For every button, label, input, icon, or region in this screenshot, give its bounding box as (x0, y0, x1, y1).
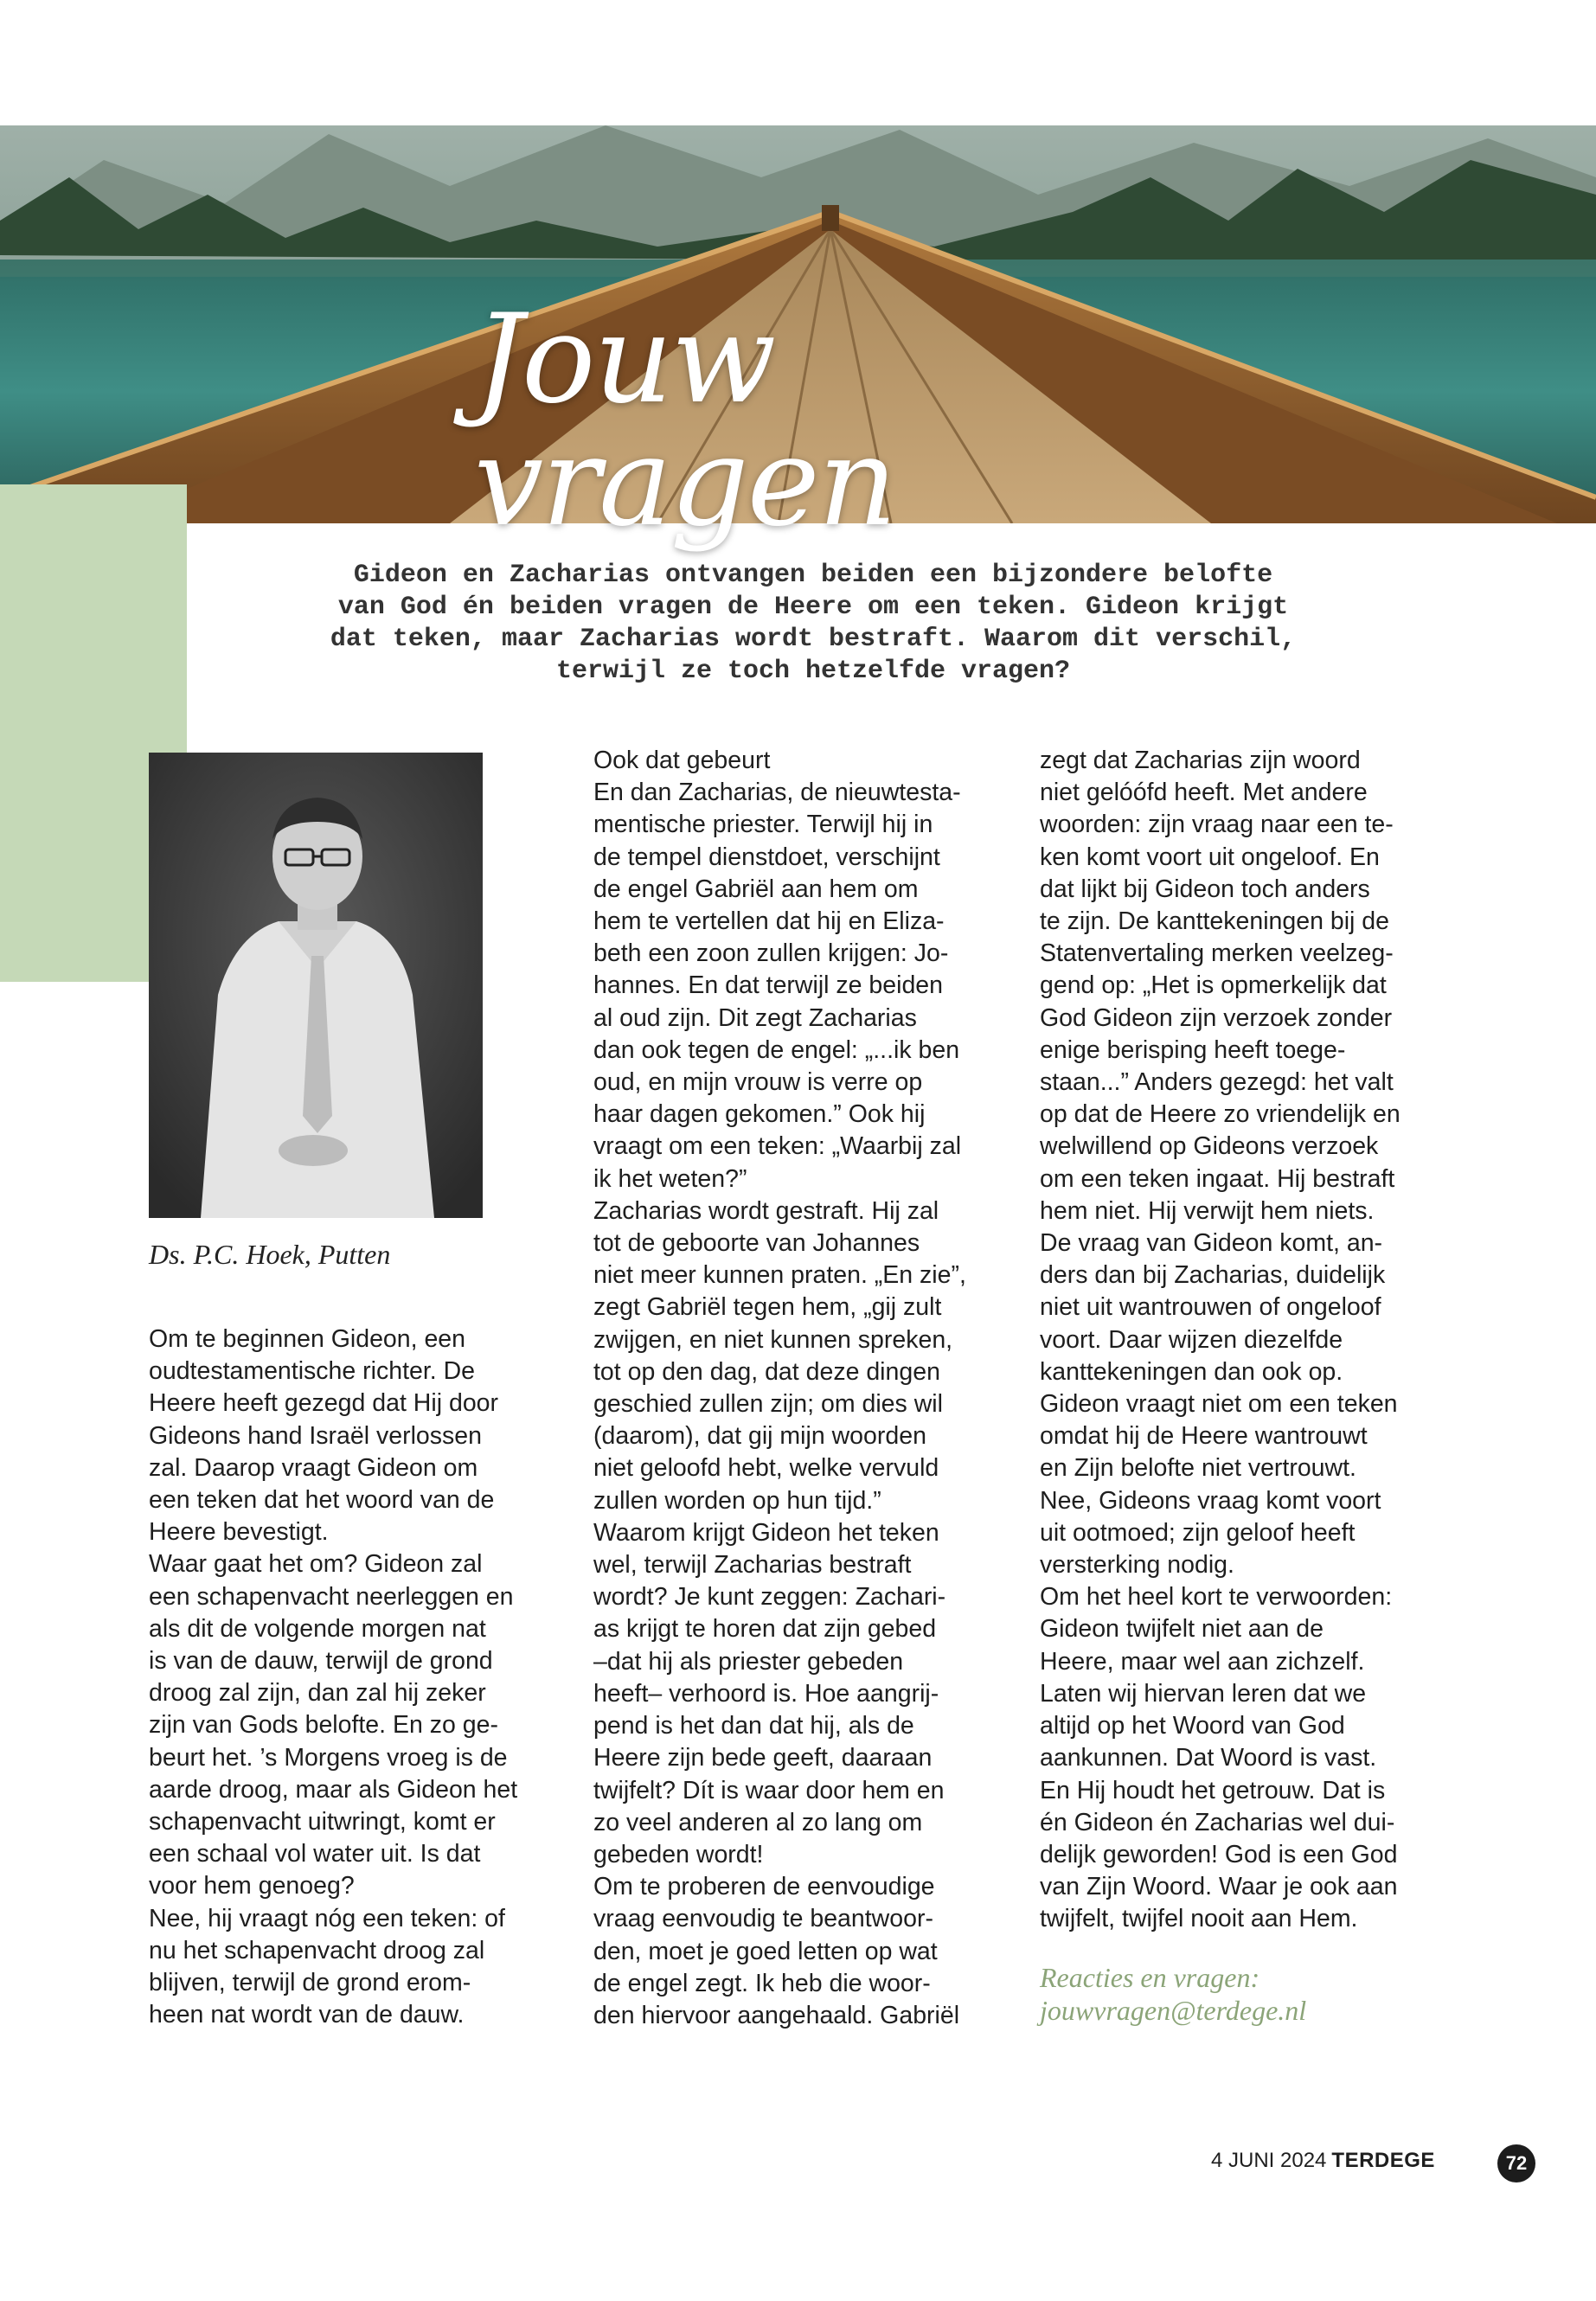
text-line: voort. Daar wijzen diezelfde (1040, 1325, 1343, 1354)
text-line: nu het schapenvacht droog zal (149, 1936, 485, 1965)
text-line: wel, terwijl Zacharias bestraft (593, 1551, 912, 1580)
text-line: dan ook tegen de engel: „...ik ben (593, 1035, 960, 1064)
text-line: ken komt voort uit ongeloof. En (1040, 843, 1380, 871)
text-line: Gideons hand Israël verlossen (149, 1421, 482, 1450)
text-line: haar dagen gekomen.” Ook hij (593, 1100, 926, 1129)
text-line: Om het heel kort te verwoorden: (1040, 1583, 1393, 1612)
text-line: hannes. En dat terwijl ze beiden (593, 971, 944, 1000)
text-line: oudtestamentische richter. De (149, 1357, 476, 1386)
text-line: gebeden wordt! (593, 1840, 764, 1868)
reactions-email-link[interactable]: jouwvragen@terdege.nl (1040, 1995, 1307, 2026)
text-line: aarde droog, maar als Gideon het (149, 1775, 518, 1804)
text-line: –dat hij als priester gebeden (593, 1647, 904, 1676)
text-line: zal. Daarop vraagt Gideon om (149, 1453, 478, 1482)
text-line: versterking nodig. (1040, 1551, 1234, 1580)
text-line: een schaal vol water uit. Is dat (149, 1840, 481, 1868)
text-line: kanttekeningen dan ook op. (1040, 1357, 1343, 1386)
text-line: heeft– verhoord is. Hoe aangrij- (593, 1679, 939, 1708)
text-line: hem te vertellen dat hij en Eliza- (593, 907, 945, 936)
text-line: een teken dat het woord van de (149, 1486, 495, 1515)
intro-text (208, 560, 1419, 688)
text-line: twijfelt, twijfel nooit aan Hem. (1040, 1905, 1358, 1933)
text-line: Om te beginnen Gideon, een (149, 1325, 466, 1353)
text-line: een schapenvacht neerleggen en (149, 1582, 514, 1611)
text-line: niet meer kunnen praten. „En zie”, (593, 1261, 966, 1290)
text-line: schapenvacht uitwringt, komt er (149, 1808, 496, 1836)
text-line: God Gideon zijn verzoek zonder (1040, 1003, 1393, 1032)
text-line: als dit de volgende morgen nat (149, 1614, 486, 1643)
text-line: den, moet je goed letten op wat (593, 1937, 938, 1965)
text-line: ders dan bij Zacharias, duidelijk (1040, 1261, 1386, 1290)
text-line: zegt Gabriël tegen hem, „gij zult (593, 1293, 942, 1322)
text-line: pend is het dan dat hij, als de (593, 1712, 914, 1740)
text-line: Heere, maar wel aan zichzelf. (1040, 1647, 1365, 1676)
text-line: En Hij houdt het getrouw. Dat is (1040, 1776, 1386, 1804)
text-line: ik het weten?” (593, 1164, 747, 1193)
text-line: de engel zegt. Ik heb die woor- (593, 1969, 931, 1997)
text-line: staan...” Anders gezegd: het valt (1040, 1068, 1394, 1097)
text-line: hem niet. Hij verwijt hem niets. (1040, 1196, 1375, 1225)
page-title: Jouw vragen (474, 288, 896, 554)
text-line: woorden: zijn vraag naar een te- (1040, 811, 1394, 839)
issue-date: 4 JUNI 2024 (1211, 2149, 1327, 2172)
text-line: Waar gaat het om? Gideon zal (149, 1550, 483, 1579)
text-line: de engel Gabriël aan hem om (593, 875, 919, 903)
text-line: Gideon vraagt niet om een teken (1040, 1390, 1398, 1419)
text-line: niet uit wantrouwen of ongeloof (1040, 1293, 1381, 1322)
text-line: beurt het. ’s Morgens vroeg is de (149, 1743, 508, 1772)
magazine-brand: TERDEGE (1331, 2149, 1435, 2172)
text-line: wordt? Je kunt zeggen: Zachari- (593, 1583, 946, 1612)
intro-line: terwijl ze toch hetzelfde vragen? (555, 657, 1071, 686)
text-line: (daarom), dat gij mijn woorden (593, 1422, 926, 1451)
text-line: delijk geworden! God is een God (1040, 1840, 1398, 1868)
text-line: vraagt om een teken: „Waarbij zal (593, 1132, 962, 1161)
text-line: zwijgen, en niet kunnen spreken, (593, 1325, 953, 1354)
text-line: zijn van Gods belofte. En zo ge- (149, 1711, 498, 1740)
author-portrait (149, 753, 483, 1218)
text-line: Nee, Gideons vraag komt voort (1040, 1486, 1381, 1515)
intro-line: dat teken, maar Zacharias wordt bestraft. Waarom dit verschil, (330, 625, 1297, 654)
article-column-2 (593, 745, 966, 2032)
text-line: tot de geboorte van Johannes (593, 1229, 920, 1258)
reactions-block (1040, 1961, 1306, 2027)
text-line: te zijn. De kanttekeningen bij de (1040, 907, 1390, 936)
text-line: aankunnen. Dat Woord is vast. (1040, 1744, 1377, 1772)
text-line: as krijgt te horen dat zijn gebed (593, 1615, 937, 1644)
text-line: De vraag van Gideon komt, an- (1040, 1229, 1383, 1258)
text-line: Gideon twijfelt niet aan de (1040, 1615, 1324, 1644)
text-line: oud, en mijn vrouw is verre op (593, 1068, 923, 1097)
text-line: en Zijn belofte niet vertrouwt. (1040, 1454, 1356, 1483)
article-column-1 (149, 1324, 517, 2031)
text-line: Nee, hij vraagt nóg een teken: of (149, 1904, 505, 1932)
text-line: Laten wij hiervan leren dat we (1040, 1679, 1367, 1708)
text-line: vraag eenvoudig te beantwoor- (593, 1905, 933, 1933)
reactions-label: Reacties en vragen: (1040, 1962, 1260, 1993)
text-line: is van de dauw, terwijl de grond (149, 1647, 493, 1676)
page-footer (1211, 2149, 1435, 2173)
text-line: twijfelt? Dít is waar door hem en (593, 1776, 945, 1804)
text-line: op dat de Heere zo vriendelijk en (1040, 1100, 1401, 1129)
text-line: uit ootmoed; zijn geloof heeft (1040, 1518, 1356, 1547)
text-line: Zacharias wordt gestraft. Hij zal (593, 1196, 939, 1225)
text-line: omdat hij de Heere wantrouwt (1040, 1422, 1368, 1451)
text-line: zo veel anderen al zo lang om (593, 1808, 923, 1836)
text-line: droog zal zijn, dan zal hij zeker (149, 1679, 486, 1708)
text-line: de tempel dienstdoet, verschijnt (593, 843, 940, 871)
text-line: van Zijn Woord. Waar je ook aan (1040, 1873, 1398, 1901)
page-number-badge: 72 (1497, 2144, 1535, 2182)
text-line: Heere heeft gezegd dat Hij door (149, 1389, 499, 1418)
text-line: Heere zijn bede geeft, daaraan (593, 1744, 933, 1772)
text-line: geschied zullen zijn; om dies wil (593, 1390, 943, 1419)
text-line: blijven, terwijl de grond erom- (149, 1969, 471, 1997)
intro-line: Gideon en Zacharias ontvangen beiden een bijzondere belofte (353, 561, 1273, 590)
author-caption: Ds. P.C. Hoek, Putten (149, 1239, 391, 1270)
text-line: Waarom krijgt Gideon het teken (593, 1518, 939, 1547)
intro-line: van God én beiden vragen de Heere om een teken. Gideon krijgt (337, 593, 1289, 622)
text-line: niet gelóófd heeft. Met andere (1040, 779, 1368, 807)
text-line: tot op den dag, dat deze dingen (593, 1357, 940, 1386)
text-line: heen nat wordt van de dauw. (149, 2001, 465, 2029)
text-line: niet geloofd hebt, welke vervuld (593, 1454, 939, 1483)
text-line: Statenvertaling merken veelzeg- (1040, 939, 1394, 968)
text-line: Ook dat gebeurt (593, 747, 771, 774)
text-line: enige berisping heeft toege- (1040, 1035, 1346, 1064)
text-line: mentische priester. Terwijl hij in (593, 811, 933, 839)
accent-bar-top (0, 484, 187, 523)
text-line: én Gideon én Zacharias wel dui- (1040, 1808, 1395, 1836)
text-line: voor hem genoeg? (149, 1872, 355, 1900)
author-photo (149, 753, 483, 1218)
text-line: om een teken ingaat. Hij bestraft (1040, 1164, 1395, 1193)
text-line: zegt dat Zacharias zijn woord (1040, 747, 1361, 774)
text-line: beth een zoon zullen krijgen: Jo- (593, 939, 949, 968)
text-line: Om te proberen de eenvoudige (593, 1873, 935, 1901)
text-line: gend op: „Het is opmerkelijk dat (1040, 971, 1387, 1000)
text-line: Heere bevestigt. (149, 1518, 329, 1547)
text-line: En dan Zacharias, de nieuwtesta- (593, 779, 961, 807)
text-line: al oud zijn. Dit zegt Zacharias (593, 1003, 917, 1032)
text-line: altijd op het Woord van God (1040, 1712, 1345, 1740)
text-line: zullen worden op hun tijd.” (593, 1486, 881, 1515)
text-line: dat lijkt bij Gideon toch anders (1040, 875, 1370, 903)
text-line: welwillend op Gideons verzoek (1040, 1132, 1379, 1161)
article-column-3 (1040, 745, 1401, 1936)
text-line: den hiervoor aangehaald. Gabriël (593, 2001, 960, 2029)
